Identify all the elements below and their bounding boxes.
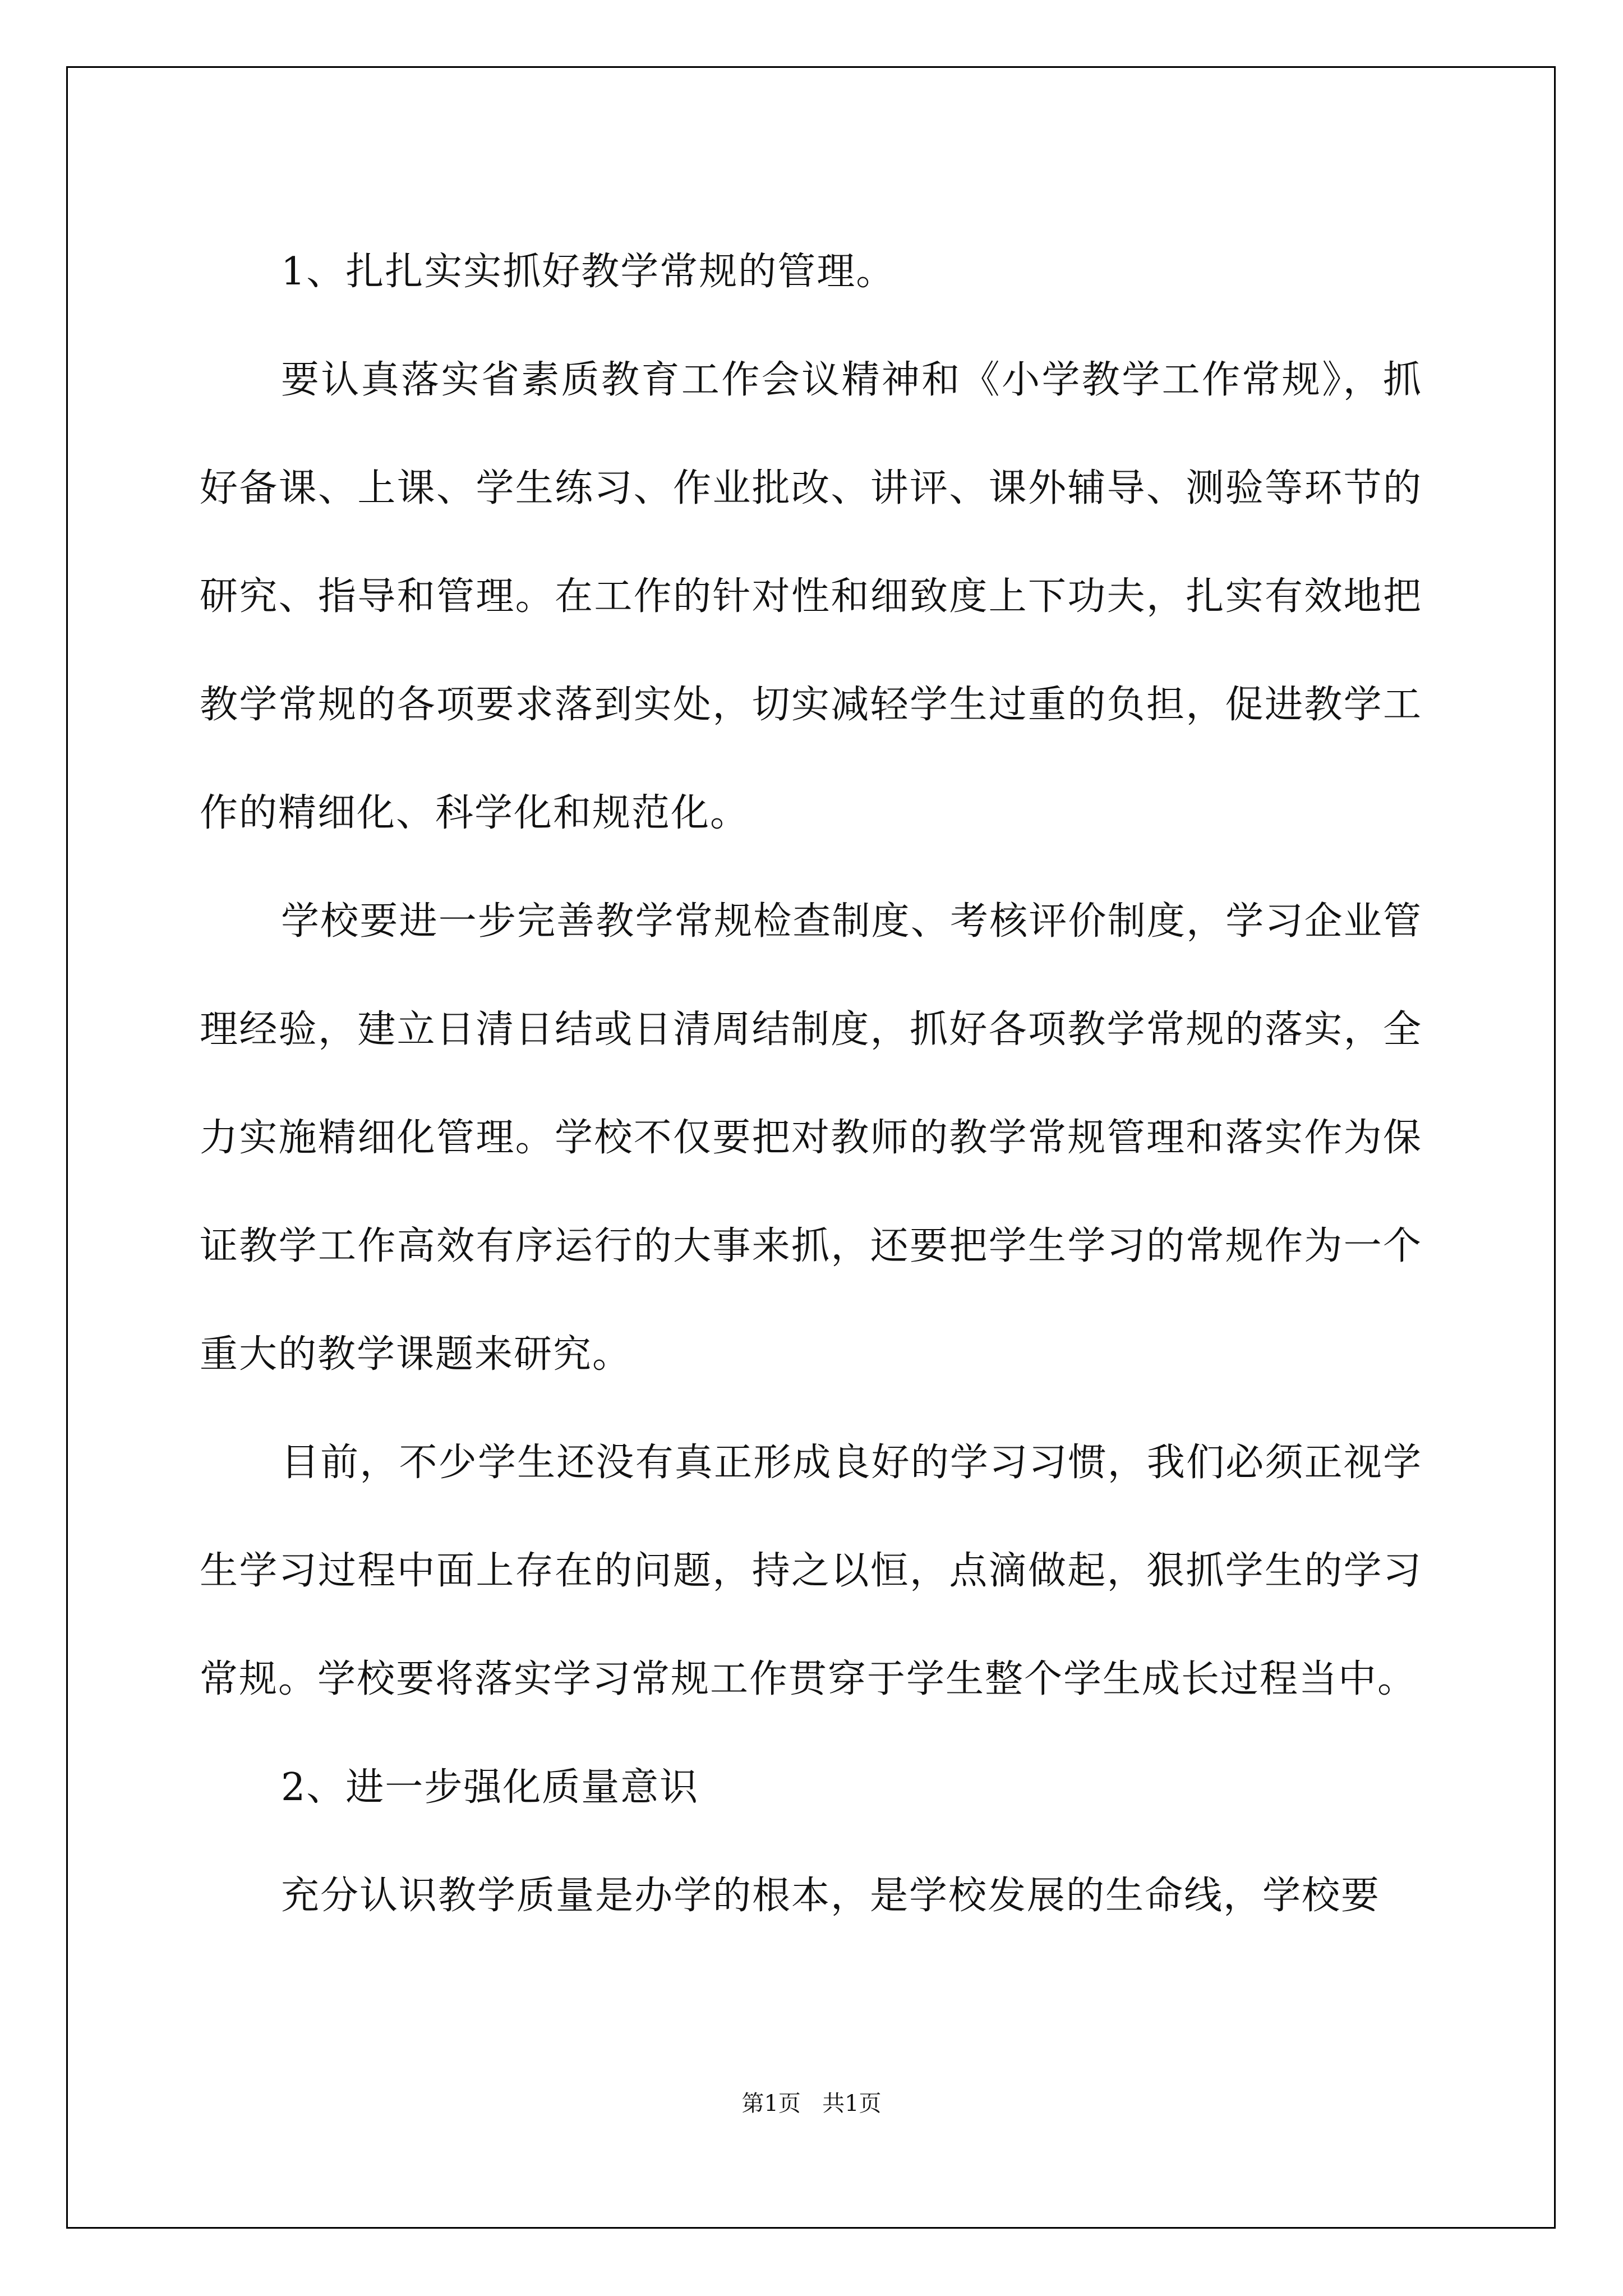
paragraph-5: 2、进一步强化质量意识 xyxy=(281,1765,699,1810)
page-number: 第1页 xyxy=(741,2091,801,2116)
page-total: 共1页 xyxy=(822,2091,882,2116)
paragraph-2: 要认真落实省素质教育工作会议精神和《小学教学工作常规》，抓好备课、上课、学生练习、作业批改、讲评、课外辅导、测验等环节的研究、指导和管理。在工作的针对性和细致度上下功夫，扎实有效地把教学常规的各项要求落到实处，切实减轻学生过重的负担，促进教学工作的精细化、科学化和规范化。 xyxy=(200,358,1422,835)
paragraph-6: 充分认识教学质量是办学的根本，是学校发展的生命线，学校要 xyxy=(281,1874,1381,1918)
document-body xyxy=(200,218,1422,1950)
paragraph-4: 目前，不少学生还没有真正形成良好的学习习惯，我们必须正视学生学习过程中面上存在的问题，持之以恒，点滴做起，狠抓学生的学习常规。学校要将落实学习常规工作贯穿于学生整个学生成长过程当中。 xyxy=(200,1441,1422,1701)
paragraph-1: 1、扎扎实实抓好教学常规的管理。 xyxy=(281,250,896,294)
page-footer xyxy=(0,2086,1623,2118)
paragraph-3: 学校要进一步完善教学常规检查制度、考核评价制度，学习企业管理经验，建立日清日结或日清周结制度，抓好各项教学常规的落实，全力实施精细化管理。学校不仅要把对教师的教学常规管理和落实作为保证教学工作高效有序运行的大事来抓，还要把学生学习的常规作为一个重大的教学课题来研究。 xyxy=(200,899,1422,1377)
